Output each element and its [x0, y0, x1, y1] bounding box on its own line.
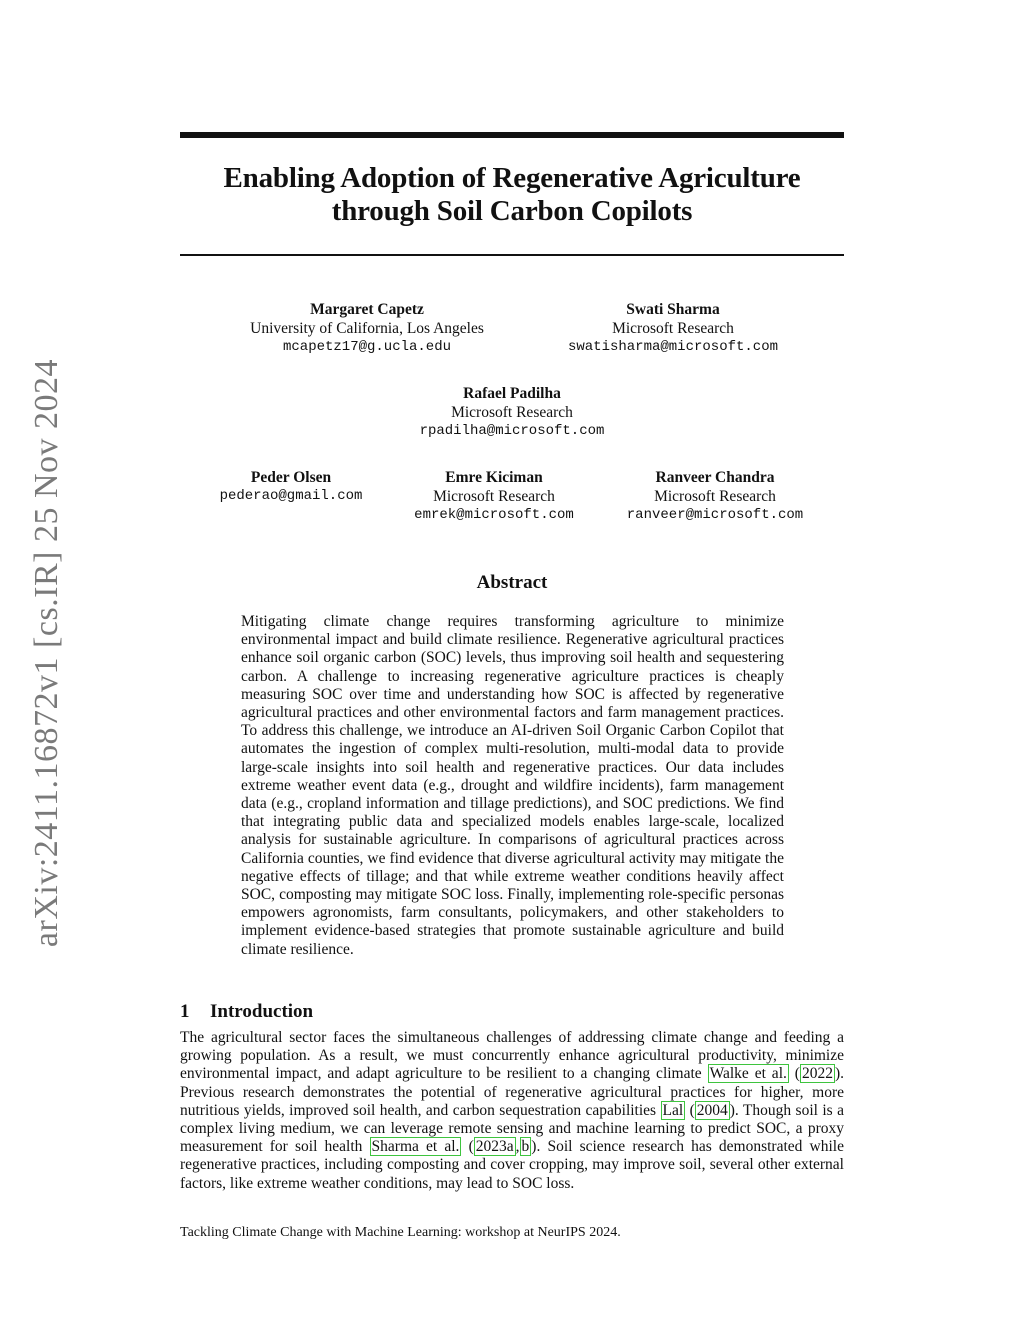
- citation-link[interactable]: Walke et al.: [709, 1065, 787, 1083]
- venue-footnote: Tackling Climate Change with Machine Learning: workshop at NeurIPS 2024.: [180, 1225, 621, 1240]
- author-email[interactable]: emrek@microsoft.com: [414, 507, 574, 523]
- author-affiliation: Microsoft Research: [433, 488, 555, 505]
- title-top-rule: [180, 132, 844, 138]
- author-affiliation: Microsoft Research: [451, 404, 573, 421]
- author-affiliation: Microsoft Research: [612, 320, 734, 337]
- author-name: Peder Olsen: [250, 469, 332, 486]
- author-block: [411, 384, 613, 441]
- author-email[interactable]: pederao@gmail.com: [219, 488, 363, 504]
- author-block: [408, 468, 580, 525]
- citation-link[interactable]: 2022: [801, 1065, 833, 1083]
- introduction-paragraph: The agricultural sector faces the simultaneous challenges of addressing climate change and feeding a growing population. As a result, we must concurrently enhance agricultural productivity, minimize environmental impact, and adapt agriculture to be resilient to a changing climate Walke et al. ( 2022 ). Previous research demonstrates the potential of regenerative agricultural practices for higher, more nutritious yields, improved soil health, and carbon sequestration capabilities Lal ( 2004 ). Though soil is a complex living medium, we can leverage remote sensing and machine learning to predict SOC, a proxy measurement for soil health Sharma et al. ( 2023a , b ). Soil science research has demonstrated while regenerative practices, including composting and cover cropping, may improve soil, several other external factors, like extreme weather conditions, may lead to SOC loss.: [180, 1029, 844, 1192]
- author-block: [562, 300, 784, 357]
- author-email[interactable]: ranveer@microsoft.com: [626, 507, 804, 523]
- author-block: [241, 300, 493, 357]
- abstract-heading: Abstract: [476, 572, 548, 593]
- section-title: Introduction: [210, 1001, 314, 1022]
- intro-text: . Soil science research has demonstrated while regenerative practices, including composting and cover cropping, may improve soil, several other external factors, like extreme weather conditions, may lead to SOC loss.: [180, 1138, 844, 1192]
- author-name: Margaret Capetz: [310, 301, 424, 318]
- abstract-body: Mitigating climate change requires transforming agriculture to minimize environmental impact and build climate resilience. Regenerative agricultural practices enhance soil organic carbon (SOC) levels, thus improving soil health and sequestering carbon. A challenge to increasing regenerative agriculture practices is cheaply measuring SOC over time and understanding how SOC is affected by regenerative agricultural practices and other environmental factors and farm management practices. To address this challenge, we introduce an AI-driven Soil Organic Carbon Copilot that automates the ingestion of complex multi-resolution, multi-modal data to provide large-scale insights into soil health and regenerative practices. Our data includes extreme weather event data (e.g., drought and wildfire incidents), farm management data (e.g., cropland information and tillage predictions), and SOC predictions. We find that integrating public data and specialized models enables large-scale, localized analysis for sustainable agriculture. In comparisons of agricultural practices across California counties, we find evidence that diverse agricultural activity may mitigate the negative effects of tillage; and that while extreme weather conditions heavily affect SOC, composting may mitigate SOC loss. Finally, implementing role-specific personas empowers agronomists, farm consultants, policymakers, and other stakeholders to implement evidence-based strategies that promote sustainable agriculture and build climate resilience.: [241, 613, 784, 958]
- author-name: Swati Sharma: [626, 301, 720, 318]
- author-affiliation: Microsoft Research: [654, 488, 776, 505]
- intro-text: . Though soil is a complex living medium, we can leverage remote sensing and machine learning to predict SOC, a proxy measurement for soil health: [180, 1101, 844, 1156]
- citation-link[interactable]: b: [521, 1138, 530, 1156]
- author-name: Emre Kiciman: [445, 469, 543, 486]
- citation-link[interactable]: 2023a: [475, 1138, 514, 1156]
- paper-title: [180, 162, 844, 228]
- author-block: [620, 468, 810, 525]
- author-email[interactable]: mcapetz17@g.ucla.edu: [282, 339, 452, 355]
- author-email[interactable]: swatisharma@microsoft.com: [567, 339, 779, 355]
- section-number: 1: [180, 1001, 190, 1022]
- citation-link[interactable]: Lal: [662, 1101, 684, 1119]
- title-bottom-rule: [180, 254, 844, 256]
- author-block: [211, 468, 371, 506]
- citation-link[interactable]: Sharma et al.: [371, 1138, 460, 1156]
- author-name: Ranveer Chandra: [655, 469, 775, 486]
- section-heading: [180, 1001, 313, 1023]
- author-affiliation: University of California, Los Angeles: [250, 320, 484, 337]
- title-line-2: through Soil Carbon Copilots: [331, 195, 693, 227]
- intro-text: . Previous research demonstrates the potential of regenerative agricultural practices for higher, more nutritious yields, improved soil health, and carbon sequestration capabilities: [180, 1065, 844, 1119]
- author-name: Rafael Padilha: [463, 385, 561, 402]
- arxiv-sidebar: [27, 360, 67, 945]
- author-email[interactable]: rpadilha@microsoft.com: [419, 423, 605, 439]
- intro-text: The agricultural sector faces the simultaneous challenges of addressing climate change and feeding a growing population. As a result, we must concurrently enhance agricultural productivity, minimize environmental impact, and adapt agriculture to be resilient to a changing climate: [180, 1029, 844, 1083]
- title-line-1: Enabling Adoption of Regenerative Agriculture: [223, 162, 801, 194]
- citation-link[interactable]: 2004: [696, 1101, 728, 1119]
- arxiv-identifier[interactable]: arXiv:2411.16872v1 [cs.IR] 25 Nov 2024: [28, 358, 65, 947]
